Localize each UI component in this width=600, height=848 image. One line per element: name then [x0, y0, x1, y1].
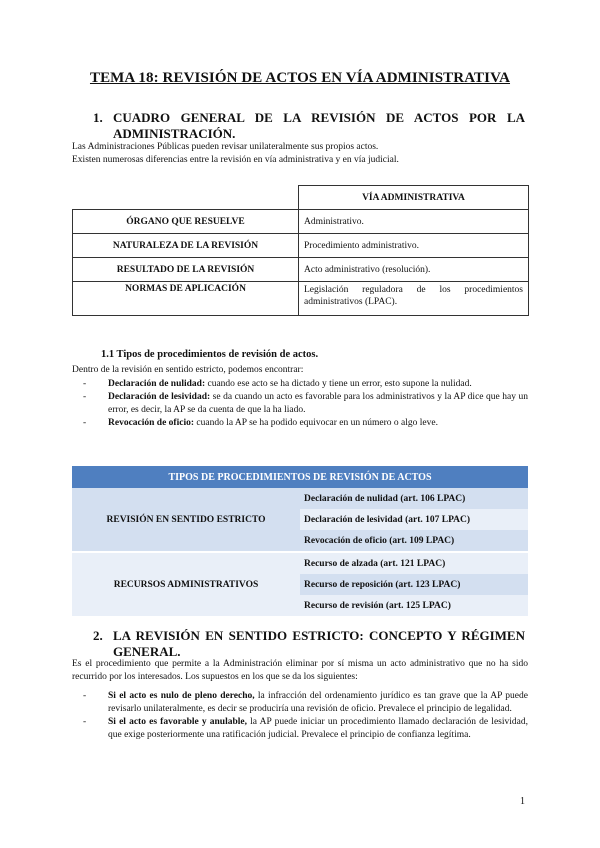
procedures-table-header: TIPOS DE PROCEDIMIENTOS DE REVISIÓN DE ACTOS	[72, 466, 528, 488]
bullet-term: Si el acto es favorable y anulable,	[108, 717, 247, 727]
row-label: ÓRGANO QUE RESUELVE	[73, 210, 299, 234]
row-value: Legislación reguladora de los procedimientos administrativos (LPAC).	[299, 282, 529, 316]
subsection-intro: Dentro de la revisión en sentido estricto, podemos encontrar:	[72, 365, 304, 375]
row-label: NATURALEZA DE LA REVISIÓN	[73, 234, 299, 258]
row-value: Administrativo.	[299, 210, 529, 234]
bullet-text: cuando la AP se ha podido equivocar en un número o algo leve.	[194, 418, 438, 428]
comparison-table	[72, 185, 529, 316]
section-2-bullet-list	[83, 690, 528, 742]
dash-bullet: -	[83, 418, 87, 428]
list-item	[83, 391, 528, 417]
list-item	[83, 378, 528, 391]
list-item	[83, 690, 528, 716]
procedure-item: Declaración de nulidad (art. 106 LPAC)	[300, 488, 528, 509]
bullet-text: la infracción del ordenamiento jurídico es tan grave que la AP puede revisarlo unilateralmente, es decir se produciría una revisión de oficio. Prevalece el principio de legalidad.	[108, 691, 528, 714]
section-1-title: CUADRO GENERAL DE LA REVISIÓN DE ACTOS POR LA ADMINISTRACIÓN.	[113, 110, 525, 141]
section-2-paragraph: Es el procedimiento que permite a la Administración eliminar por sí misma un acto administrativo que no ha sido recurrido por los interesados. Los supuestos en los que se da los siguientes:	[72, 659, 528, 682]
document-title: TEMA 18: REVISIÓN DE ACTOS EN VÍA ADMINISTRATIVA	[89, 70, 511, 86]
section-2-number: 2.	[93, 628, 103, 643]
section-2-title: LA REVISIÓN EN SENTIDO ESTRICTO: CONCEPTO Y RÉGIMEN GENERAL.	[113, 628, 525, 659]
procedure-item: Declaración de lesividad (art. 107 LPAC)	[300, 509, 528, 530]
table-corner	[73, 186, 299, 210]
paragraph-line: Las Administraciones Públicas pueden revisar unilateralmente sus propios actos.	[72, 142, 379, 152]
procedure-item: Revocación de oficio (art. 109 LPAC)	[300, 530, 528, 552]
group-label: REVISIÓN EN SENTIDO ESTRICTO	[72, 488, 300, 552]
table-row	[73, 258, 529, 282]
row-label: RESULTADO DE LA REVISIÓN	[73, 258, 299, 282]
table-header: VÍA ADMINISTRATIVA	[299, 186, 529, 210]
bullet-term: Declaración de nulidad:	[108, 379, 206, 389]
section-1-text	[72, 141, 532, 167]
procedure-item: Recurso de reposición (art. 123 LPAC)	[300, 574, 528, 595]
section-1-heading	[93, 110, 525, 142]
bullet-text: la AP puede iniciar un procedimiento llamado declaración de lesividad, que exige posteriormente una ratificación judicial. Prevalece el principio de confianza legítima.	[108, 717, 528, 740]
section-1-number: 1.	[93, 110, 103, 125]
table-row	[73, 210, 529, 234]
bullet-text: cuando ese acto se ha dictado y tiene un error, esto supone la nulidad.	[205, 379, 472, 389]
subsection-bullet-list	[83, 378, 528, 430]
section-2-heading	[93, 628, 525, 660]
dash-bullet: -	[83, 392, 87, 402]
row-value: Acto administrativo (resolución).	[299, 258, 529, 282]
bullet-term: Revocación de oficio:	[108, 418, 195, 428]
list-item	[83, 417, 528, 430]
row-label: NORMAS DE APLICACIÓN	[73, 282, 299, 316]
dash-bullet: -	[83, 717, 87, 727]
bullet-text: se da cuando un acto es favorable para los administrativos y la AP dice que hay un error, es decir, la AP se da cuenta de que la ha liado.	[108, 392, 528, 415]
group-label: RECURSOS ADMINISTRATIVOS	[72, 552, 300, 616]
procedures-table	[72, 466, 528, 616]
procedure-item: Recurso de alzada (art. 121 LPAC)	[300, 552, 528, 574]
subsection-heading: 1.1 Tipos de procedimientos de revisión de actos.	[101, 349, 319, 360]
bullet-term: Declaración de lesividad:	[108, 392, 211, 402]
list-item	[83, 716, 528, 742]
table-row	[73, 282, 529, 316]
dash-bullet: -	[83, 691, 87, 701]
paragraph-line: Existen numerosas diferencias entre la revisión en vía administrativa y en vía judicial.	[72, 155, 399, 165]
dash-bullet: -	[83, 379, 87, 389]
bullet-term: Si el acto es nulo de pleno derecho,	[108, 691, 255, 701]
table-row	[73, 234, 529, 258]
page-number: 1	[520, 796, 525, 807]
row-value: Procedimiento administrativo.	[299, 234, 529, 258]
procedure-item: Recurso de revisión (art. 125 LPAC)	[300, 595, 528, 616]
